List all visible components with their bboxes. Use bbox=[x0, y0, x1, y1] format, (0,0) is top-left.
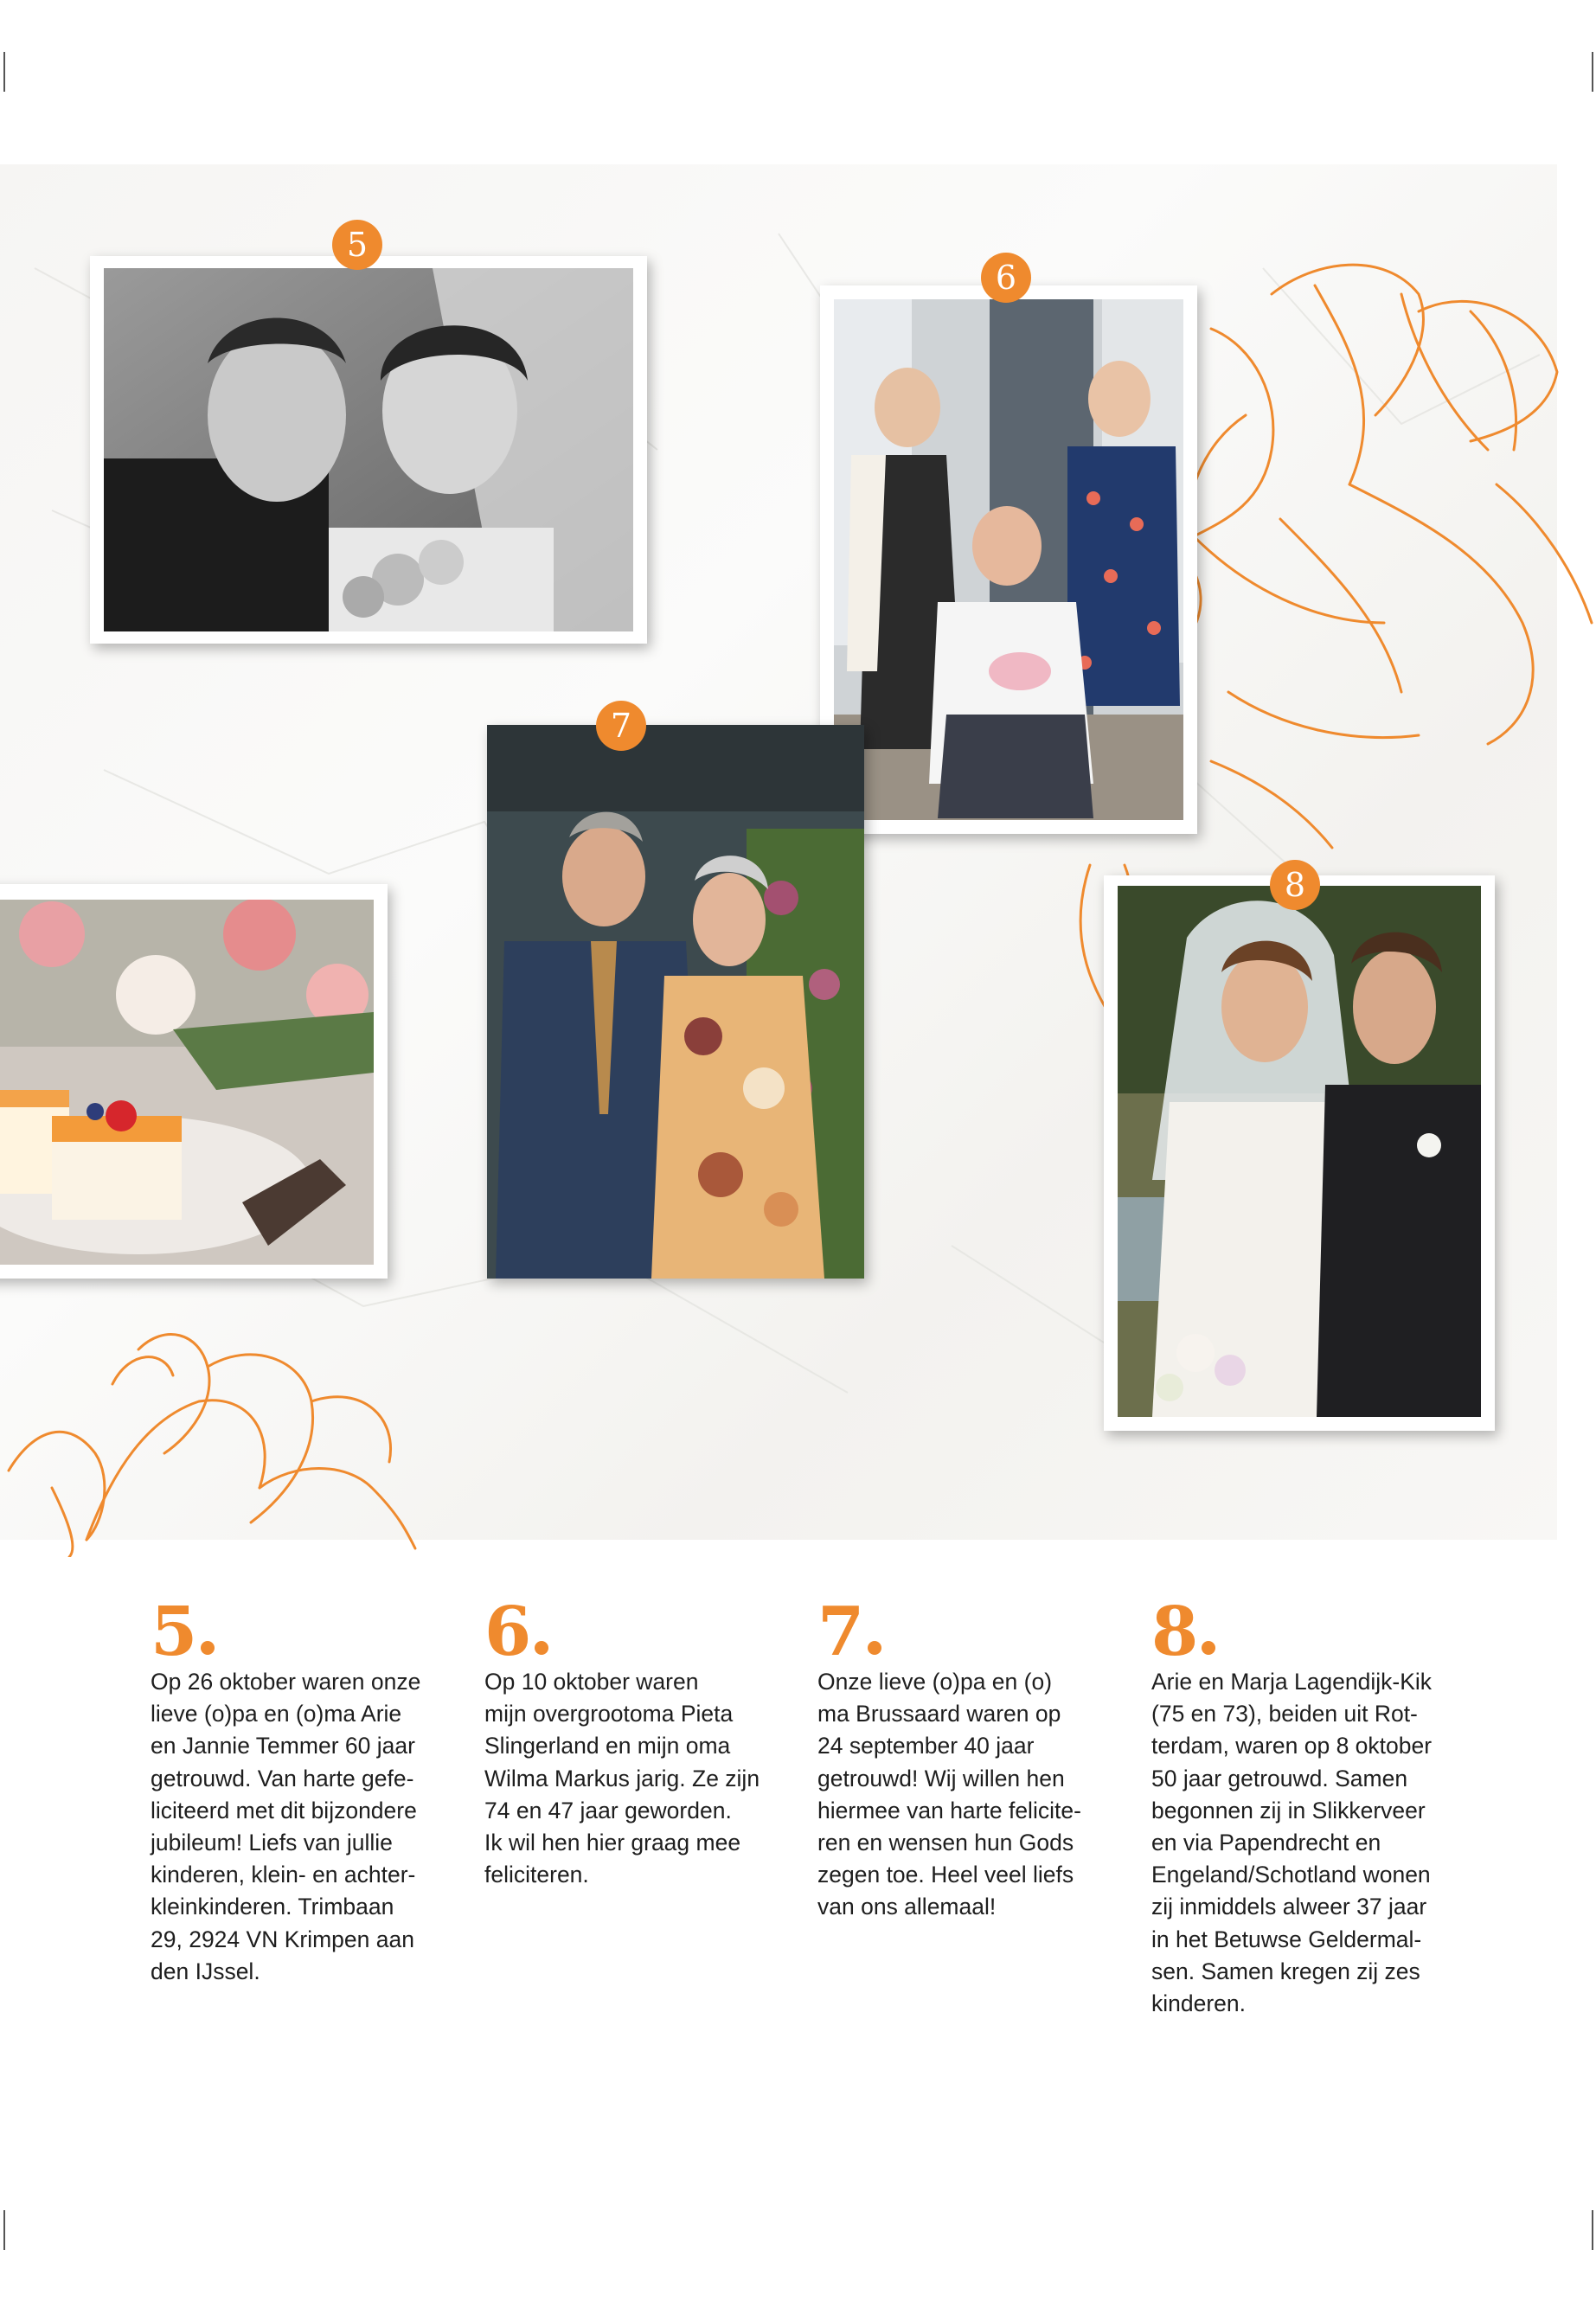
article-8 bbox=[1151, 1593, 1450, 2020]
article-7-number-text: 7 bbox=[817, 1593, 865, 1671]
photo-6-family bbox=[834, 299, 1183, 820]
photo-cake bbox=[0, 900, 374, 1265]
photo-6-frame bbox=[820, 259, 1197, 834]
family-group-icon bbox=[834, 299, 1183, 820]
photo-cake-frame bbox=[0, 884, 388, 1279]
article-5 bbox=[151, 1593, 449, 1988]
article-8-number-text: 8 bbox=[1151, 1593, 1199, 1671]
article-7-text: Onze lieve (o)pa en (o) ma Brussaard waren op 24 september 40 jaar getrouwd! Wij willen hen hiermee van harte felicite- ren en wensen hun Gods zegen toe. Heel veel liefs van ons allemaal! bbox=[817, 1669, 1081, 1920]
crop-mark-top-left bbox=[3, 52, 5, 92]
photo-8-wedding-color bbox=[1118, 886, 1481, 1417]
photo-7-frame bbox=[487, 707, 864, 1279]
photo-5-wedding-bw bbox=[104, 268, 633, 631]
wedding-color-icon bbox=[1118, 886, 1481, 1417]
article-5-number bbox=[151, 1593, 449, 1671]
dot-icon bbox=[535, 1641, 548, 1655]
badge-5: 5 bbox=[332, 220, 382, 270]
dot-icon bbox=[1202, 1641, 1215, 1655]
article-7-number bbox=[817, 1593, 1116, 1671]
photo-8-frame bbox=[1104, 866, 1495, 1431]
photo-7-couple bbox=[487, 725, 864, 1279]
couple-garden-icon bbox=[487, 725, 864, 1279]
dot-icon bbox=[868, 1641, 881, 1655]
wedding-bw-icon bbox=[104, 268, 633, 631]
badge-6: 6 bbox=[981, 253, 1031, 303]
crop-mark-bottom-right bbox=[1592, 2210, 1593, 2250]
article-7 bbox=[817, 1593, 1116, 1924]
article-6-number-text: 6 bbox=[484, 1593, 532, 1671]
article-6-number bbox=[484, 1593, 783, 1671]
article-8-number bbox=[1151, 1593, 1450, 1671]
photo-5-frame bbox=[90, 226, 647, 644]
article-6-text: Op 10 oktober waren mijn overgrootoma Pieta Slingerland en mijn oma Wilma Markus jarig. Ze zijn 74 en 47 jaar geworden. Ik wil hen hier graag mee feliciteren. bbox=[484, 1669, 760, 1888]
article-5-number-text: 5 bbox=[151, 1593, 198, 1671]
crop-mark-bottom-left bbox=[3, 2210, 5, 2250]
article-6 bbox=[484, 1593, 783, 1891]
article-8-text: Arie en Marja Lagendijk-Kik (75 en 73), beiden uit Rot- terdam, waren op 8 oktober 50 jaar getrouwd. Samen begonnen zij in Slikkerveer en via Papendrecht en Engeland/Schotland wonen zij inmiddels alweer 37 jaar in het Betuwse Geldermal- sen. Samen kregen zij zes kinderen. bbox=[1151, 1669, 1433, 2017]
dot-icon bbox=[201, 1641, 215, 1655]
article-5-text: Op 26 oktober waren onze lieve (o)pa en (o)ma Arie en Jannie Temmer 60 jaar getrouwd. Van harte gefe- liciteerd met dit bijzondere jubileum! Liefs van jullie kinderen, klein- en achter- kleinkinderen. Trimbaan 29, 2924 VN Krimpen aan den IJssel. bbox=[151, 1669, 421, 1984]
cake-flowers-icon bbox=[0, 900, 374, 1265]
badge-7: 7 bbox=[596, 701, 646, 751]
crop-mark-top-right bbox=[1592, 52, 1593, 92]
badge-8: 8 bbox=[1270, 860, 1320, 910]
